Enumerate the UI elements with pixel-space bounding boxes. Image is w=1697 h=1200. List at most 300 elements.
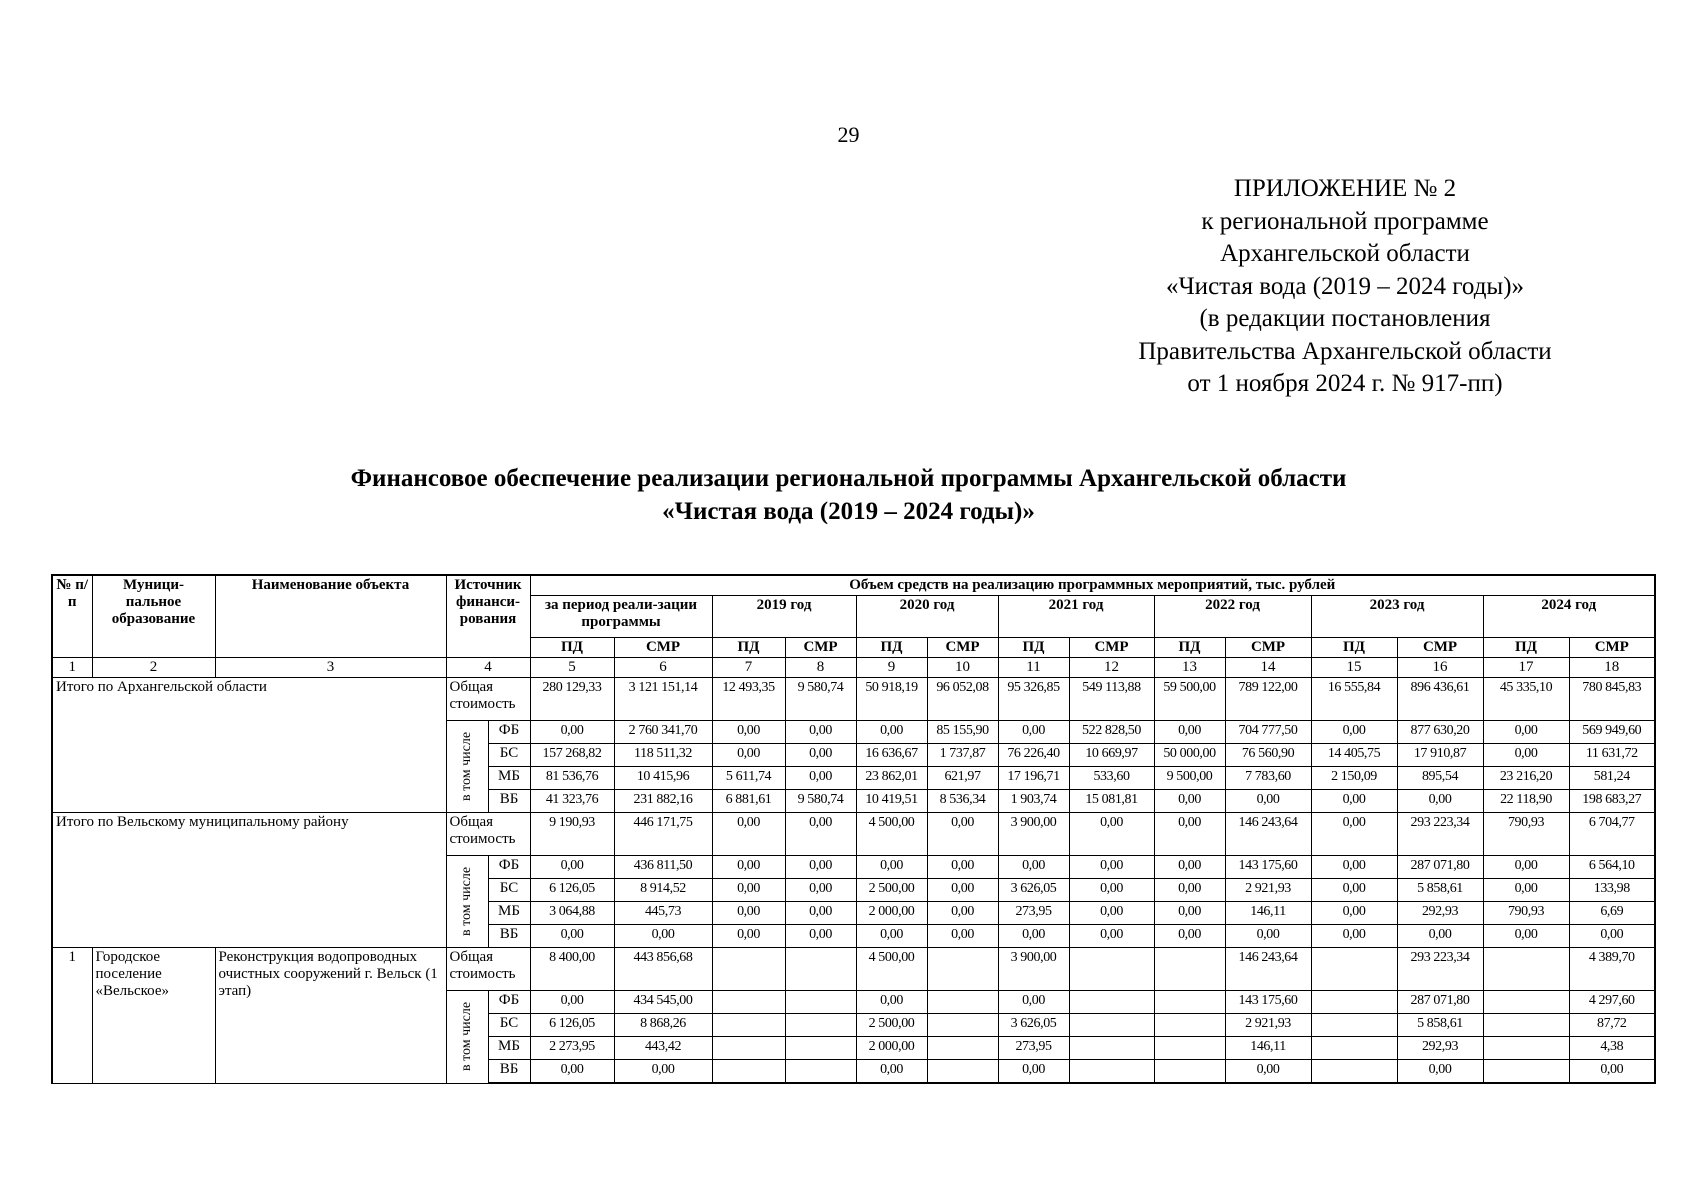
table-header — [52, 575, 1655, 678]
table-cell-value: 0,00 — [785, 767, 856, 790]
table-cell-value: 14 405,75 — [1311, 744, 1397, 767]
table-cell-value: 789 122,00 — [1225, 678, 1311, 721]
source-label: ВБ — [488, 1060, 530, 1084]
table-cell-value: 16 636,67 — [856, 744, 927, 767]
table-cell-value: 3 626,05 — [998, 879, 1069, 902]
table-cell-value: 0,00 — [785, 813, 856, 856]
table-cell-value: 0,00 — [785, 925, 856, 948]
appendix-line: Архангельской области — [1220, 240, 1470, 267]
header-pd: ПД — [1311, 638, 1397, 658]
table-cell-value: 896 436,61 — [1397, 678, 1483, 721]
table-cell-value: 0,00 — [785, 721, 856, 744]
total-cost-label: Общая стоимость — [446, 948, 530, 991]
table-cell-value — [1311, 1037, 1397, 1060]
table-cell-value: 0,00 — [712, 856, 785, 879]
table-cell-value: 0,00 — [614, 1060, 712, 1084]
table-cell-value: 0,00 — [1154, 902, 1225, 925]
table-cell-value: 292,93 — [1397, 1037, 1483, 1060]
header-smr: СМР — [1569, 638, 1655, 658]
table-cell-value: 0,00 — [1154, 856, 1225, 879]
incl-label-wrap — [447, 856, 488, 947]
appendix-line: (в редакции постановления — [1199, 305, 1491, 332]
table-cell-value — [1483, 1037, 1569, 1060]
table-cell-value: 3 626,05 — [998, 1014, 1069, 1037]
appendix-line: «Чистая вода (2019 – 2024 годы)» — [1165, 272, 1525, 300]
table-cell-value — [1483, 1060, 1569, 1084]
table-cell-value: 8 914,52 — [614, 879, 712, 902]
table-cell-value: 6 704,77 — [1569, 813, 1655, 856]
table-cell-value: 0,00 — [530, 1060, 614, 1084]
table-cell-value: 87,72 — [1569, 1014, 1655, 1037]
table-cell-value: 0,00 — [998, 991, 1069, 1014]
appendix-line: ПРИЛОЖЕНИЕ № 2 — [1233, 175, 1457, 202]
header-column-number: 3 — [215, 658, 446, 678]
incl-label-cell — [446, 856, 488, 948]
table-cell-value — [1154, 1014, 1225, 1037]
block-label: Итого по Архангельской области — [52, 678, 446, 813]
table-cell-value — [1311, 948, 1397, 991]
header-period: за период реали-зации программы — [530, 596, 712, 638]
document-title-line: «Чистая вода (2019 – 2024 годы)» — [662, 498, 1035, 525]
page-number: 29 — [837, 122, 860, 147]
table-cell-value: 2 500,00 — [856, 1014, 927, 1037]
header-column-number: 15 — [1311, 658, 1397, 678]
table-cell-value: 0,00 — [927, 879, 998, 902]
table-cell-value: 0,00 — [1069, 879, 1154, 902]
total-cost-label: Общая стоимость — [446, 813, 530, 856]
table-cell-value: 0,00 — [1483, 925, 1569, 948]
table-cell-value: 0,00 — [998, 721, 1069, 744]
incl-label-wrap — [447, 721, 488, 812]
table-cell-value: 11 631,72 — [1569, 744, 1655, 767]
table-cell-value: 50 918,19 — [856, 678, 927, 721]
header-column-number: 12 — [1069, 658, 1154, 678]
table-cell-value: 9 500,00 — [1154, 767, 1225, 790]
header-source: Источник финанси-рования — [446, 575, 530, 658]
table-cell-value: 434 545,00 — [614, 991, 712, 1014]
table-cell-value: 6 126,05 — [530, 1014, 614, 1037]
table-cell-value: 0,00 — [1311, 879, 1397, 902]
table-cell-value: 522 828,50 — [1069, 721, 1154, 744]
table-cell-value: 621,97 — [927, 767, 998, 790]
table-cell-value: 0,00 — [1311, 902, 1397, 925]
table-cell-value: 0,00 — [1483, 744, 1569, 767]
table-cell-value — [1483, 1014, 1569, 1037]
table-cell-value: 445,73 — [614, 902, 712, 925]
table-cell-value — [1311, 1060, 1397, 1084]
header-column-number: 7 — [712, 658, 785, 678]
table-cell-value: 293 223,34 — [1397, 948, 1483, 991]
table-cell-value — [785, 1037, 856, 1060]
header-pd: ПД — [998, 638, 1069, 658]
table-cell-value — [1311, 991, 1397, 1014]
table-cell-value: 0,00 — [712, 721, 785, 744]
table-cell-value: 280 129,33 — [530, 678, 614, 721]
header-pd: ПД — [1483, 638, 1569, 658]
header-column-number: 18 — [1569, 658, 1655, 678]
source-label: БС — [488, 1014, 530, 1037]
table-cell-value — [785, 1014, 856, 1037]
table-cell-value: 50 000,00 — [1154, 744, 1225, 767]
header-smr: СМР — [1225, 638, 1311, 658]
header-period: 2024 год — [1483, 596, 1655, 638]
document-title — [0, 462, 1697, 528]
table-cell-value — [927, 991, 998, 1014]
table-cell-value: 76 226,40 — [998, 744, 1069, 767]
table-cell-value: 0,00 — [1397, 925, 1483, 948]
header-column-number: 2 — [92, 658, 215, 678]
source-label: БС — [488, 879, 530, 902]
table-cell-value: 4 297,60 — [1569, 991, 1655, 1014]
table-cell-value: 569 949,60 — [1569, 721, 1655, 744]
table-cell-value: 95 326,85 — [998, 678, 1069, 721]
header-volume: Объем средств на реализацию программных мероприятий, тыс. рублей — [530, 575, 1655, 596]
table-cell-value — [1154, 991, 1225, 1014]
table-cell-value — [927, 1060, 998, 1084]
header-pd: ПД — [530, 638, 614, 658]
table-cell-value: 4 389,70 — [1569, 948, 1655, 991]
header-period: 2023 год — [1311, 596, 1483, 638]
table-cell-value: 0,00 — [1483, 856, 1569, 879]
table-cell-value: 3 064,88 — [530, 902, 614, 925]
table-cell-value — [1154, 1060, 1225, 1084]
table-cell-value: 780 845,83 — [1569, 678, 1655, 721]
table-cell-value: 287 071,80 — [1397, 856, 1483, 879]
table-cell-value: 9 190,93 — [530, 813, 614, 856]
header-column-number: 9 — [856, 658, 927, 678]
table-cell-value: 85 155,90 — [927, 721, 998, 744]
appendix-line: от 1 ноября 2024 г. № 917-пп) — [1187, 370, 1503, 397]
header-smr: СМР — [614, 638, 712, 658]
table-cell-value: 146,11 — [1225, 1037, 1311, 1060]
table-cell-value: 533,60 — [1069, 767, 1154, 790]
table-cell-value — [1069, 1060, 1154, 1084]
table-cell-value: 0,00 — [530, 991, 614, 1014]
financing-table — [51, 574, 1656, 1084]
table-cell-value: 0,00 — [998, 925, 1069, 948]
table-cell-value: 0,00 — [1154, 790, 1225, 813]
table-cell-value: 157 268,82 — [530, 744, 614, 767]
table-cell-value — [1069, 991, 1154, 1014]
table-cell-value: 0,00 — [927, 856, 998, 879]
table-cell-value: 0,00 — [785, 879, 856, 902]
table-cell-value: 8 868,26 — [614, 1014, 712, 1037]
table-cell-value: 0,00 — [1569, 925, 1655, 948]
incl-label: в том числе — [459, 1002, 475, 1072]
table-cell-value: 790,93 — [1483, 813, 1569, 856]
table-cell-value: 0,00 — [614, 925, 712, 948]
incl-label-cell — [446, 991, 488, 1084]
table-cell-value: 5 611,74 — [712, 767, 785, 790]
table-cell-value: 15 081,81 — [1069, 790, 1154, 813]
table-cell-value: 0,00 — [530, 856, 614, 879]
table-cell-value — [1154, 1037, 1225, 1060]
table-cell-value: 0,00 — [1569, 1060, 1655, 1084]
table-cell-value: 0,00 — [1069, 902, 1154, 925]
incl-label: в том числе — [459, 866, 475, 937]
table-cell-value: 2 273,95 — [530, 1037, 614, 1060]
table-cell-value: 0,00 — [1483, 879, 1569, 902]
header-smr: СМР — [927, 638, 998, 658]
table-cell-value: 2 921,93 — [1225, 1014, 1311, 1037]
table-cell-value: 6 126,05 — [530, 879, 614, 902]
table-cell-value: 0,00 — [856, 856, 927, 879]
table-cell-value: 146 243,64 — [1225, 948, 1311, 991]
table-cell-value: 2 150,09 — [1311, 767, 1397, 790]
table-cell-value: 0,00 — [712, 902, 785, 925]
table-cell-value: 0,00 — [1225, 1060, 1311, 1084]
table-cell-value: 0,00 — [927, 925, 998, 948]
source-label: ФБ — [488, 856, 530, 879]
header-column-number: 1 — [52, 658, 92, 678]
table-cell-value: 5 858,61 — [1397, 879, 1483, 902]
appendix-note — [1050, 173, 1640, 401]
table-cell-value: 133,98 — [1569, 879, 1655, 902]
table-cell-value: 0,00 — [1225, 790, 1311, 813]
header-object: Наименование объекта — [215, 575, 446, 658]
table-cell-value: 0,00 — [927, 902, 998, 925]
header-period: 2019 год — [712, 596, 856, 638]
table-cell-value: 6 881,61 — [712, 790, 785, 813]
table-cell-value: 8 400,00 — [530, 948, 614, 991]
table-cell-value: 146 243,64 — [1225, 813, 1311, 856]
header-column-number: 11 — [998, 658, 1069, 678]
source-label: БС — [488, 744, 530, 767]
table-cell-value: 22 118,90 — [1483, 790, 1569, 813]
source-label: МБ — [488, 902, 530, 925]
table-cell-value: 23 862,01 — [856, 767, 927, 790]
table-cell-value: 76 560,90 — [1225, 744, 1311, 767]
table-cell-value: 443 856,68 — [614, 948, 712, 991]
table-cell-value: 0,00 — [1069, 925, 1154, 948]
table-cell-value: 12 493,35 — [712, 678, 785, 721]
table-cell-value: 0,00 — [530, 925, 614, 948]
table-cell-value: 581,24 — [1569, 767, 1655, 790]
table-cell-value: 0,00 — [1311, 856, 1397, 879]
header-smr: СМР — [1397, 638, 1483, 658]
table-cell-value — [785, 991, 856, 1014]
table-cell-value: 198 683,27 — [1569, 790, 1655, 813]
table-cell-value: 443,42 — [614, 1037, 712, 1060]
table-cell-value: 17 196,71 — [998, 767, 1069, 790]
header-municipality: Муници-пальное образование — [92, 575, 215, 658]
table-cell-value: 0,00 — [856, 1060, 927, 1084]
table-cell-value: 143 175,60 — [1225, 856, 1311, 879]
header-column-number: 14 — [1225, 658, 1311, 678]
table-cell-value: 7 783,60 — [1225, 767, 1311, 790]
header-num: № п/п — [52, 575, 92, 658]
table-cell-value: 446 171,75 — [614, 813, 712, 856]
table-cell-value: 1 903,74 — [998, 790, 1069, 813]
table-cell-value: 0,00 — [1397, 1060, 1483, 1084]
table-cell-value: 23 216,20 — [1483, 767, 1569, 790]
table-cell-value: 96 052,08 — [927, 678, 998, 721]
table-cell-value — [712, 1037, 785, 1060]
table-cell-value: 0,00 — [927, 813, 998, 856]
table-cell-value — [712, 1060, 785, 1084]
table-cell-value: 4 500,00 — [856, 813, 927, 856]
table-cell-value: 6 564,10 — [1569, 856, 1655, 879]
table-cell-value: 45 335,10 — [1483, 678, 1569, 721]
header-column-number: 17 — [1483, 658, 1569, 678]
table-cell-value: 0,00 — [1069, 813, 1154, 856]
item-number: 1 — [52, 948, 92, 1084]
table-cell-value: 143 175,60 — [1225, 991, 1311, 1014]
table-cell-value: 10 669,97 — [1069, 744, 1154, 767]
table-cell-value: 0,00 — [1483, 721, 1569, 744]
appendix-line: Правительства Архангельской области — [1138, 337, 1552, 365]
header-smr: СМР — [1069, 638, 1154, 658]
source-label: ФБ — [488, 721, 530, 744]
table-cell-value: 9 580,74 — [785, 790, 856, 813]
table-cell-value — [1483, 948, 1569, 991]
header-pd: ПД — [712, 638, 785, 658]
table-cell-value — [1069, 1014, 1154, 1037]
header-period: 2020 год — [856, 596, 998, 638]
total-cost-label: Общая стоимость — [446, 678, 530, 721]
table-cell-value: 0,00 — [712, 744, 785, 767]
table-cell-value — [927, 948, 998, 991]
table-cell-value: 0,00 — [530, 721, 614, 744]
table-cell-value — [712, 991, 785, 1014]
incl-label-wrap — [447, 991, 488, 1083]
table-cell-value: 0,00 — [712, 879, 785, 902]
table-cell-value — [1069, 948, 1154, 991]
table-cell-value: 4 500,00 — [856, 948, 927, 991]
table-cell-value: 2 760 341,70 — [614, 721, 712, 744]
table-cell-value: 0,00 — [1311, 790, 1397, 813]
header-pd: ПД — [856, 638, 927, 658]
incl-label: в том числе — [459, 731, 475, 802]
table-cell-value: 292,93 — [1397, 902, 1483, 925]
table-cell-value: 790,93 — [1483, 902, 1569, 925]
table-cell-value: 0,00 — [856, 991, 927, 1014]
table-cell-value: 436 811,50 — [614, 856, 712, 879]
table-cell-value: 0,00 — [856, 721, 927, 744]
header-column-number: 5 — [530, 658, 614, 678]
table-cell-value: 0,00 — [1225, 925, 1311, 948]
table-cell-value: 2 000,00 — [856, 902, 927, 925]
source-label: ФБ — [488, 991, 530, 1014]
table-cell-value: 0,00 — [998, 1060, 1069, 1084]
table-cell-value: 877 630,20 — [1397, 721, 1483, 744]
table-cell-value: 0,00 — [785, 902, 856, 925]
item-object: Реконструкция водопроводных очистных сооружений г. Вельск (1 этап) — [215, 948, 446, 1084]
table-cell-value: 16 555,84 — [1311, 678, 1397, 721]
source-label: ВБ — [488, 790, 530, 813]
source-label: МБ — [488, 767, 530, 790]
table-cell-value — [785, 1060, 856, 1084]
table-cell-value: 0,00 — [1311, 925, 1397, 948]
table-cell-value: 1 737,87 — [927, 744, 998, 767]
table-cell-value: 287 071,80 — [1397, 991, 1483, 1014]
header-column-number: 10 — [927, 658, 998, 678]
table-cell-value: 81 536,76 — [530, 767, 614, 790]
source-label: ВБ — [488, 925, 530, 948]
header-period: 2021 год — [998, 596, 1154, 638]
table-cell-value: 0,00 — [1069, 856, 1154, 879]
table-cell-value: 6,69 — [1569, 902, 1655, 925]
table-cell-value: 41 323,76 — [530, 790, 614, 813]
table-row — [52, 948, 1655, 991]
table-cell-value: 0,00 — [1154, 925, 1225, 948]
table-row — [52, 813, 1655, 856]
table-cell-value: 17 910,87 — [1397, 744, 1483, 767]
header-smr: СМР — [785, 638, 856, 658]
table-cell-value: 0,00 — [712, 813, 785, 856]
table-cell-value: 895,54 — [1397, 767, 1483, 790]
table-cell-value: 704 777,50 — [1225, 721, 1311, 744]
table-cell-value: 59 500,00 — [1154, 678, 1225, 721]
table-cell-value: 0,00 — [1311, 721, 1397, 744]
table-cell-value — [927, 1037, 998, 1060]
table-cell-value: 146,11 — [1225, 902, 1311, 925]
source-label: МБ — [488, 1037, 530, 1060]
table-cell-value: 273,95 — [998, 1037, 1069, 1060]
table-cell-value — [712, 1014, 785, 1037]
table-cell-value: 0,00 — [856, 925, 927, 948]
table-cell-value: 293 223,34 — [1397, 813, 1483, 856]
table-cell-value — [927, 1014, 998, 1037]
header-column-number: 13 — [1154, 658, 1225, 678]
table-cell-value: 8 536,34 — [927, 790, 998, 813]
table-cell-value: 2 921,93 — [1225, 879, 1311, 902]
table-cell-value: 0,00 — [712, 925, 785, 948]
header-column-number: 4 — [446, 658, 530, 678]
table-cell-value: 2 000,00 — [856, 1037, 927, 1060]
header-pd: ПД — [1154, 638, 1225, 658]
table-cell-value: 0,00 — [998, 856, 1069, 879]
table-row — [52, 678, 1655, 721]
table-cell-value — [712, 948, 785, 991]
table-cell-value — [1154, 948, 1225, 991]
document-title-line: Финансовое обеспечение реализации региональной программы Архангельской области — [350, 465, 1347, 492]
table-cell-value — [1069, 1037, 1154, 1060]
table-cell-value: 118 511,32 — [614, 744, 712, 767]
appendix-line: к региональной программе — [1201, 207, 1489, 235]
table-cell-value: 0,00 — [1154, 813, 1225, 856]
table-cell-value: 10 419,51 — [856, 790, 927, 813]
table-cell-value: 3 900,00 — [998, 813, 1069, 856]
table-cell-value: 549 113,88 — [1069, 678, 1154, 721]
table-cell-value: 2 500,00 — [856, 879, 927, 902]
header-column-number: 16 — [1397, 658, 1483, 678]
table-cell-value: 0,00 — [1397, 790, 1483, 813]
table-cell-value: 231 882,16 — [614, 790, 712, 813]
incl-label-cell — [446, 721, 488, 813]
block-label: Итого по Вельскому муниципальному району — [52, 813, 446, 948]
table-cell-value: 3 900,00 — [998, 948, 1069, 991]
table-cell-value: 4,38 — [1569, 1037, 1655, 1060]
table-cell-value: 0,00 — [785, 744, 856, 767]
table-cell-value — [1311, 1014, 1397, 1037]
table-cell-value — [1483, 991, 1569, 1014]
header-column-number: 6 — [614, 658, 712, 678]
table-cell-value: 10 415,96 — [614, 767, 712, 790]
header-column-number: 8 — [785, 658, 856, 678]
table-cell-value: 0,00 — [1154, 879, 1225, 902]
item-municipality: Городское поселение «Вельское» — [92, 948, 215, 1084]
table-cell-value: 5 858,61 — [1397, 1014, 1483, 1037]
table-cell-value — [785, 948, 856, 991]
table-cell-value: 0,00 — [1311, 813, 1397, 856]
table-cell-value: 3 121 151,14 — [614, 678, 712, 721]
table-cell-value: 273,95 — [998, 902, 1069, 925]
table-cell-value: 0,00 — [1154, 721, 1225, 744]
table-cell-value: 0,00 — [785, 856, 856, 879]
table-cell-value: 9 580,74 — [785, 678, 856, 721]
header-period: 2022 год — [1154, 596, 1311, 638]
